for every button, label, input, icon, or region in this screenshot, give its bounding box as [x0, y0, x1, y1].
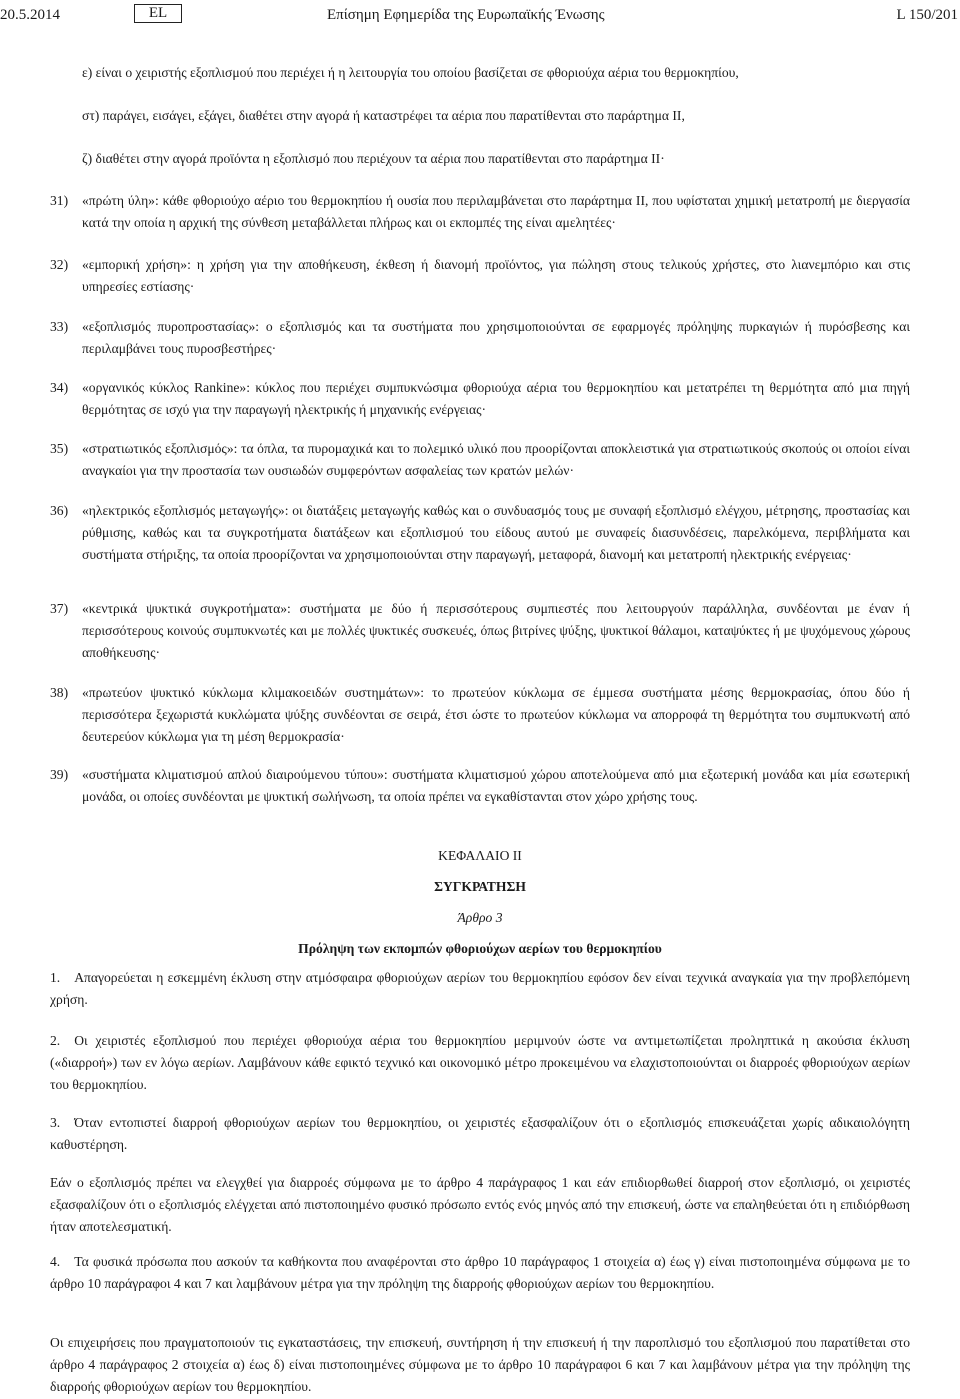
article-number: Άρθρο 3: [457, 910, 503, 925]
definition-number: 38): [50, 685, 69, 700]
paragraph-text: Οι χειριστές εξοπλισμού που περιέχει φθοριούχα αέρια του θερμοκηπίου μεριμνούν ώστε να αντιμετωπίζεται προληπτικά η ακούσια έκλυση («διαρροή») των εν λόγω αερίων. Λαμβάνουν κάθε εφικτό τεχνικό και οικονομικό μέτρο προκειμένου να ελαχιστοποιούνται οι διαρροές φθοριούχων αερίων του θερμοκηπίου.: [50, 1033, 910, 1092]
paragraph-text: Όταν εντοπιστεί διαρροή φθοριούχων αερίων του θερμοκηπίου, οι χειριστές εξασφαλίζουν ότι ο εξοπλισμός επισκευάζεται χωρίς αδικαιολόγητη καθυστέρηση.: [50, 1115, 910, 1152]
definition-number: 32): [50, 257, 69, 272]
definition-text: «στρατιωτικός εξοπλισμός»: τα όπλα, τα πυρομαχικά και το πολεμικό υλικό που προορίζονται αποκλειστικά για στρατιωτικούς σκοπούς οι οποίοι είναι αναγκαίοι για την προστασία των ουσιωδών συμφερόντων ασφαλείας των κρατών μελών·: [82, 441, 910, 478]
paragraph-number: 3.: [50, 1115, 61, 1130]
definition-number: 33): [50, 319, 69, 334]
definition-number: 31): [50, 193, 69, 208]
sub-item: στ) παράγει, εισάγει, εξάγει, διαθέτει στην αγορά ή καταστρέφει τα αέρια που παρατίθενται στο παράρτημα II,: [82, 108, 685, 123]
journal-title: Επίσημη Εφημερίδα της Ευρωπαϊκής Ένωσης: [327, 7, 605, 23]
language-badge: EL: [134, 4, 182, 23]
definition-text: «πρωτεύον ψυκτικό κύκλωμα κλιμακοειδών συστημάτων»: το πρωτεύον κύκλωμα σε έμμεσα συστήματα μέσης θερμοκρασίας, όπου δύο ή περισσότερα ξεχωριστά κυκλώματα ψύξης συνδέονται σε σειρά, έτσι ώστε το πρωτεύον κύκλωμα να απορροφά τη θερμότητα του συμπυκνωτή από δευτερεύον κύκλωμα για τη μέση θερμοκρασία·: [82, 685, 910, 744]
definition-number: 37): [50, 601, 69, 616]
definition-text: «εμπορική χρήση»: η χρήση για την αποθήκευση, έκθεση ή διανομή προϊόντος, για πώληση στους τελικούς χρήστες, στο λιανεμπόριο και στις υπηρεσίες εστίασης·: [82, 257, 910, 294]
definition-number: 36): [50, 503, 69, 518]
paragraph-text: Τα φυσικά πρόσωπα που ασκούν τα καθήκοντα που αναφέρονται στο άρθρο 10 παράγραφος 1 στοιχεία α) έως γ) είναι πιστοποιημένα σύμφωνα με το άρθρο 10 παράγραφοι 4 και 7 και λαμβάνουν μέτρα για την πρόληψη της διαρροής φθοριούχων αερίων του θερμοκηπίου.: [50, 1254, 910, 1291]
article-paragraph: [50, 1172, 910, 1238]
article-paragraph: [50, 967, 910, 1011]
definition-text: «ηλεκτρικός εξοπλισμός μεταγωγής»: οι διατάξεις μεταγωγής καθώς και ο συνδυασμός τους με συναφή εξοπλισμό ελέγχου, μέτρησης, προστασίας και ρύθμισης, καθώς και τα συγκροτήματα διατάξεων και εξοπλισμού του είδους αυτού με συναφείς διασυνδέσεις, παρελκόμενα, περιβλήματα και συστήματα στήριξης, τα οποία προορίζονται να χρησιμοποιούνται στην παραγωγή, μεταφορά, διανομή και μετατροπή ηλεκτρικής ενέργειας·: [82, 503, 910, 562]
sub-item: ζ) διαθέτει στην αγορά προϊόντα η εξοπλισμό που περιέχουν τα αέρια που παρατίθενται στο παράρτημα II·: [82, 151, 665, 166]
paragraph-text: Απαγορεύεται η εσκεμμένη έκλυση στην ατμόσφαιρα φθοριούχων αερίων του θερμοκηπίου εφόσον δεν είναι τεχνικά αναγκαία για την προβλεπόμενη χρήση.: [50, 970, 910, 1007]
header-date: 20.5.2014: [0, 7, 60, 23]
definition-text: «πρώτη ύλη»: κάθε φθοριούχο αέριο του θερμοκηπίου ή ουσία που περιλαμβάνεται στο παράρτημα II, που υφίσταται χημική μετατροπή με διεργασία κατά την οποία η αρχική της σύνθεση μεταβάλλεται πλήρως και οι εκπομπές της είναι αμελητέες·: [82, 193, 910, 230]
article-paragraph: [50, 1030, 910, 1096]
chapter-title: ΣΥΓΚΡΑΤΗΣΗ: [434, 879, 526, 894]
page-header: [0, 4, 960, 26]
definition-text: «κεντρικά ψυκτικά συγκροτήματα»: συστήματα με δύο ή περισσότερους συμπιεστές που λειτουργούν παράλληλα, συνδέονται με έναν ή περισσότερους κοινούς συμπυκνωτές και με πολλές ψυκτικές συσκευές, όπως βιτρίνες ψύξης, ψυκτικοί θάλαμοι, καταψύκτες ή με ψυχόμενους χώρους αποθήκευσης·: [82, 601, 910, 660]
paragraph-number: 1.: [50, 970, 61, 985]
page-reference: L 150/201: [896, 7, 958, 23]
definition-number: 39): [50, 767, 69, 782]
article-paragraph: [50, 1332, 910, 1398]
definition-text: «συστήματα κλιματισμού απλού διαιρούμενου τύπου»: συστήματα κλιματισμού χώρου αποτελούμενα από μια εξωτερική μονάδα και μία εσωτερική μονάδα, οι οποίες συνδέονται με ψυκτική σωλήνωση, τα οποία πρέπει να εγκαθίστανται στον χώρο χρήσης τους.: [82, 767, 910, 804]
paragraph-text: Εάν ο εξοπλισμός πρέπει να ελεγχθεί για διαρροές σύμφωνα με το άρθρο 4 παράγραφος 1 και εάν επιδιορθωθεί διαρροή στον εξοπλισμό, οι χειριστές εξασφαλίζουν ότι ο εξοπλισμός ελέγχεται από πιστοποιημένο φυσικό πρόσωπο εντός ενός μηνός από την επισκευή, ώστε να επαληθεύεται ότι η επιδιόρθωση ήταν αποτελεσματική.: [50, 1175, 910, 1234]
definition-text: «οργανικός κύκλος Rankine»: κύκλος που περιέχει συμπυκνώσιμα φθοριούχα αέρια του θερμοκηπίου και μετατρέπει τη θερμότητα από μια πηγή θερμότητας σε ισχύ για την παραγωγή ηλεκτρικής ή μηχανικής ενέργειας·: [82, 380, 910, 417]
definition-number: 35): [50, 441, 69, 456]
paragraph-number: 2.: [50, 1033, 61, 1048]
paragraph-text: Οι επιχειρήσεις που πραγματοποιούν τις εγκαταστάσεις, την επισκευή, συντήρηση ή την επισκευή ή την παροπλισμό του εξοπλισμού που παρατίθεται στο άρθρο 4 παράγραφος 2 στοιχεία α) έως δ) είναι πιστοποιημένες σύμφωνα με το άρθρο 10 παράγραφοι 6 και 7 και λαμβάνουν μέτρα για την πρόληψη της διαρροής φθοριούχων αερίων του θερμοκηπίου.: [50, 1335, 910, 1394]
definition-number: 34): [50, 380, 69, 395]
definition-text: «εξοπλισμός πυροπροστασίας»: ο εξοπλισμός και τα συστήματα που χρησιμοποιούνται σε εφαρμογές πρόληψης πυρκαγιών ή πυρόσβεσης και περιλαμβάνει τους πυροσβεστήρες·: [82, 319, 910, 356]
sub-item: ε) είναι ο χειριστής εξοπλισμού που περιέχει ή η λειτουργία του οποίου βασίζεται σε φθοριούχα αέρια του θερμοκηπίου,: [82, 65, 739, 80]
paragraph-number: 4.: [50, 1254, 61, 1269]
article-paragraph: [50, 1251, 910, 1295]
article-title: Πρόληψη των εκπομπών φθοριούχων αερίων του θερμοκηπίου: [298, 941, 662, 956]
article-paragraph: [50, 1112, 910, 1156]
chapter-label: ΚΕΦΑΛΑΙΟ II: [438, 848, 522, 863]
